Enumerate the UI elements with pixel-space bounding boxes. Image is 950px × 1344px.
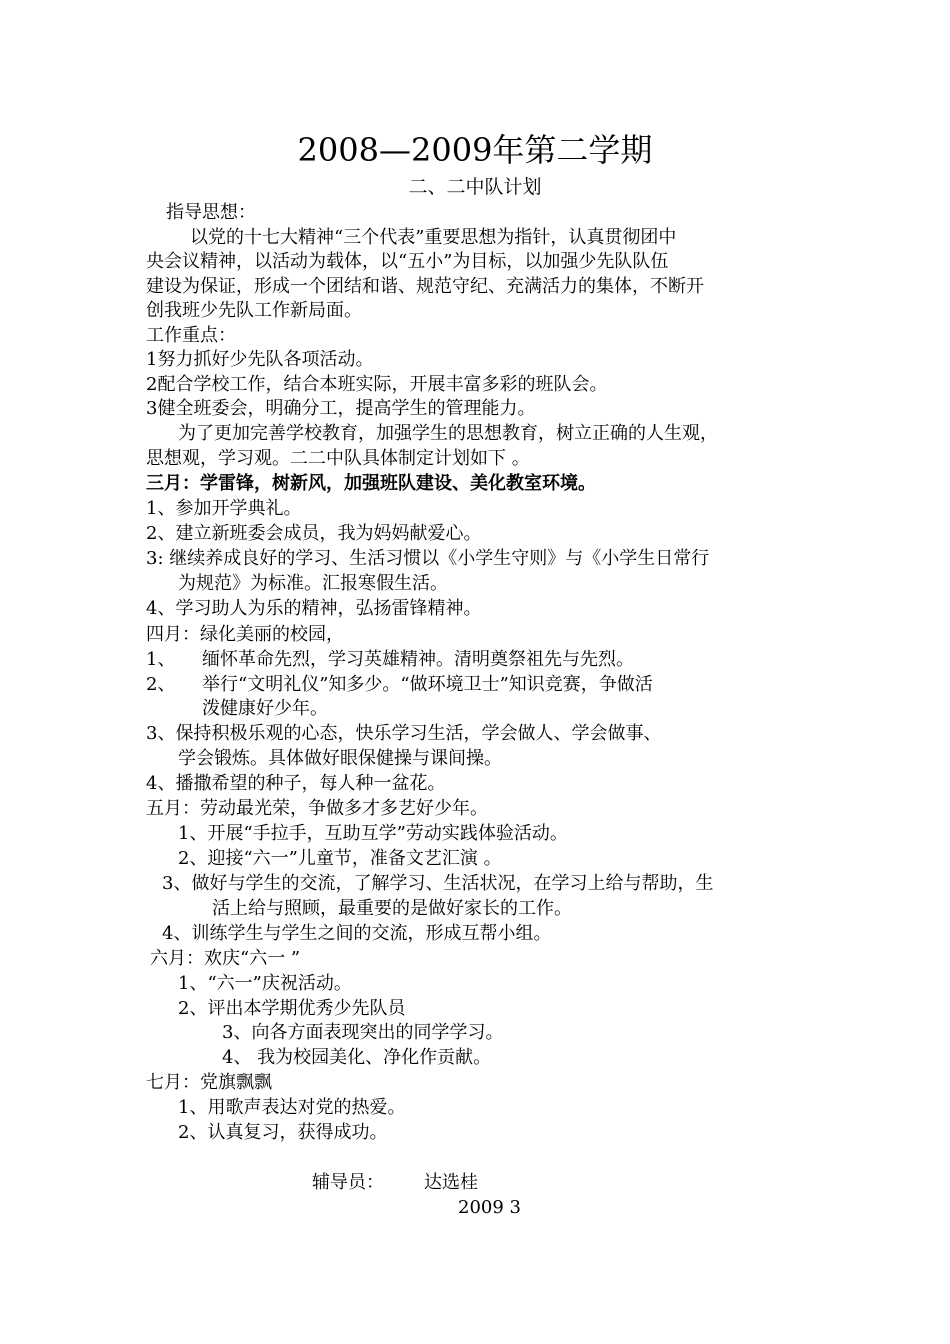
june-item: 1、“六一”庆祝活动。 <box>178 973 352 994</box>
may-item: 1、开展“手拉手，互助互学”劳动实践体验活动。 <box>178 823 568 844</box>
april-item: 4、播撒希望的种子，每人种一盆花。 <box>146 773 446 794</box>
focus-heading: 工作重点： <box>146 325 236 346</box>
guiding-line: 建设为保证，形成一个团结和谐、规范守纪、充满活力的集体，不断开 <box>146 276 704 297</box>
march-item-continued: 为规范》为标准。汇报寒假生活。 <box>178 573 448 594</box>
may-heading: 五月：劳动最光荣，争做多才多艺好少年。 <box>146 798 488 819</box>
july-item: 2、认真复习，获得成功。 <box>178 1122 388 1143</box>
july-heading: 七月：党旗飘飘 <box>146 1072 272 1093</box>
guiding-line: 以党的十七大精神“三个代表”重要思想为指针，认真贯彻团中 <box>190 227 677 248</box>
march-item: 2、建立新班委会成员，我为妈妈献爱心。 <box>146 523 482 544</box>
june-heading: 六月：欢庆“六一 ” <box>150 948 301 969</box>
april-item-number: 2、 <box>146 674 176 695</box>
document-title: 2008—2009年第二学期 <box>297 131 653 169</box>
march-item: 4、学习助人为乐的精神，弘扬雷锋精神。 <box>146 598 482 619</box>
april-item-continued: 泼健康好少年。 <box>202 698 328 719</box>
april-heading: 四月：绿化美丽的校园， <box>146 624 344 645</box>
guiding-line: 创我班少先队工作新局面。 <box>146 300 362 321</box>
may-item: 3、做好与学生的交流，了解学习、生活状况，在学习上给与帮助，生 <box>162 873 714 894</box>
document-subtitle: 二、二中队计划 <box>408 176 542 198</box>
focus-item: 3健全班委会，明确分工，提高学生的管理能力。 <box>146 398 536 419</box>
may-item-continued: 活上给与照顾，最重要的是做好家长的工作。 <box>212 898 572 919</box>
june-item: 4、 我为校园美化、净化作贡献。 <box>222 1047 492 1068</box>
april-item-text: 举行“文明礼仪”知多少。“做环境卫士”知识竞赛，争做活 <box>202 674 653 695</box>
intro-line: 为了更加完善学校教育，加强学生的思想教育，树立正确的人生观， <box>178 423 718 444</box>
april-item-number: 1、 <box>146 649 176 670</box>
focus-item: 2配合学校工作，结合本班实际，开展丰富多彩的班队会。 <box>146 374 608 395</box>
intro-line: 思想观，学习观。二二中队具体制定计划如下 。 <box>146 448 530 469</box>
april-item: 3、保持积极乐观的心态，快乐学习生活，学会做人、学会做事、 <box>146 723 662 744</box>
july-item: 1、用歌声表达对党的热爱。 <box>178 1097 406 1118</box>
signature-name: 达选桂 <box>424 1172 478 1193</box>
signature-date: 2009 3 <box>458 1197 521 1218</box>
june-item: 3、向各方面表现突出的同学学习。 <box>222 1022 504 1043</box>
april-item-continued: 学会锻炼。具体做好眼保健操与课间操。 <box>178 748 502 769</box>
april-item-text: 缅怀革命先烈，学习英雄精神。清明奠祭祖先与先烈。 <box>202 649 634 670</box>
guiding-heading: 指导思想： <box>166 202 256 223</box>
may-item: 4、训练学生与学生之间的交流，形成互帮小组。 <box>162 923 552 944</box>
march-item: 1、参加开学典礼。 <box>146 498 302 519</box>
june-item: 2、评出本学期优秀少先队员 <box>178 998 406 1019</box>
march-heading: 三月：学雷锋，树新风，加强班队建设、美化教室环境。 <box>146 473 596 494</box>
march-item: 3: 继续养成良好的学习、生活习惯以《小学生守则》与《小学生日常行 <box>146 548 710 569</box>
focus-item: 1努力抓好少先队各项活动。 <box>146 349 374 370</box>
may-item: 2、迎接“六一”儿童节，准备文艺汇演 。 <box>178 848 502 869</box>
signature-label: 辅导员： <box>312 1172 384 1193</box>
guiding-line: 央会议精神，以活动为载体，以“五小”为目标，以加强少先队队伍 <box>146 251 669 272</box>
